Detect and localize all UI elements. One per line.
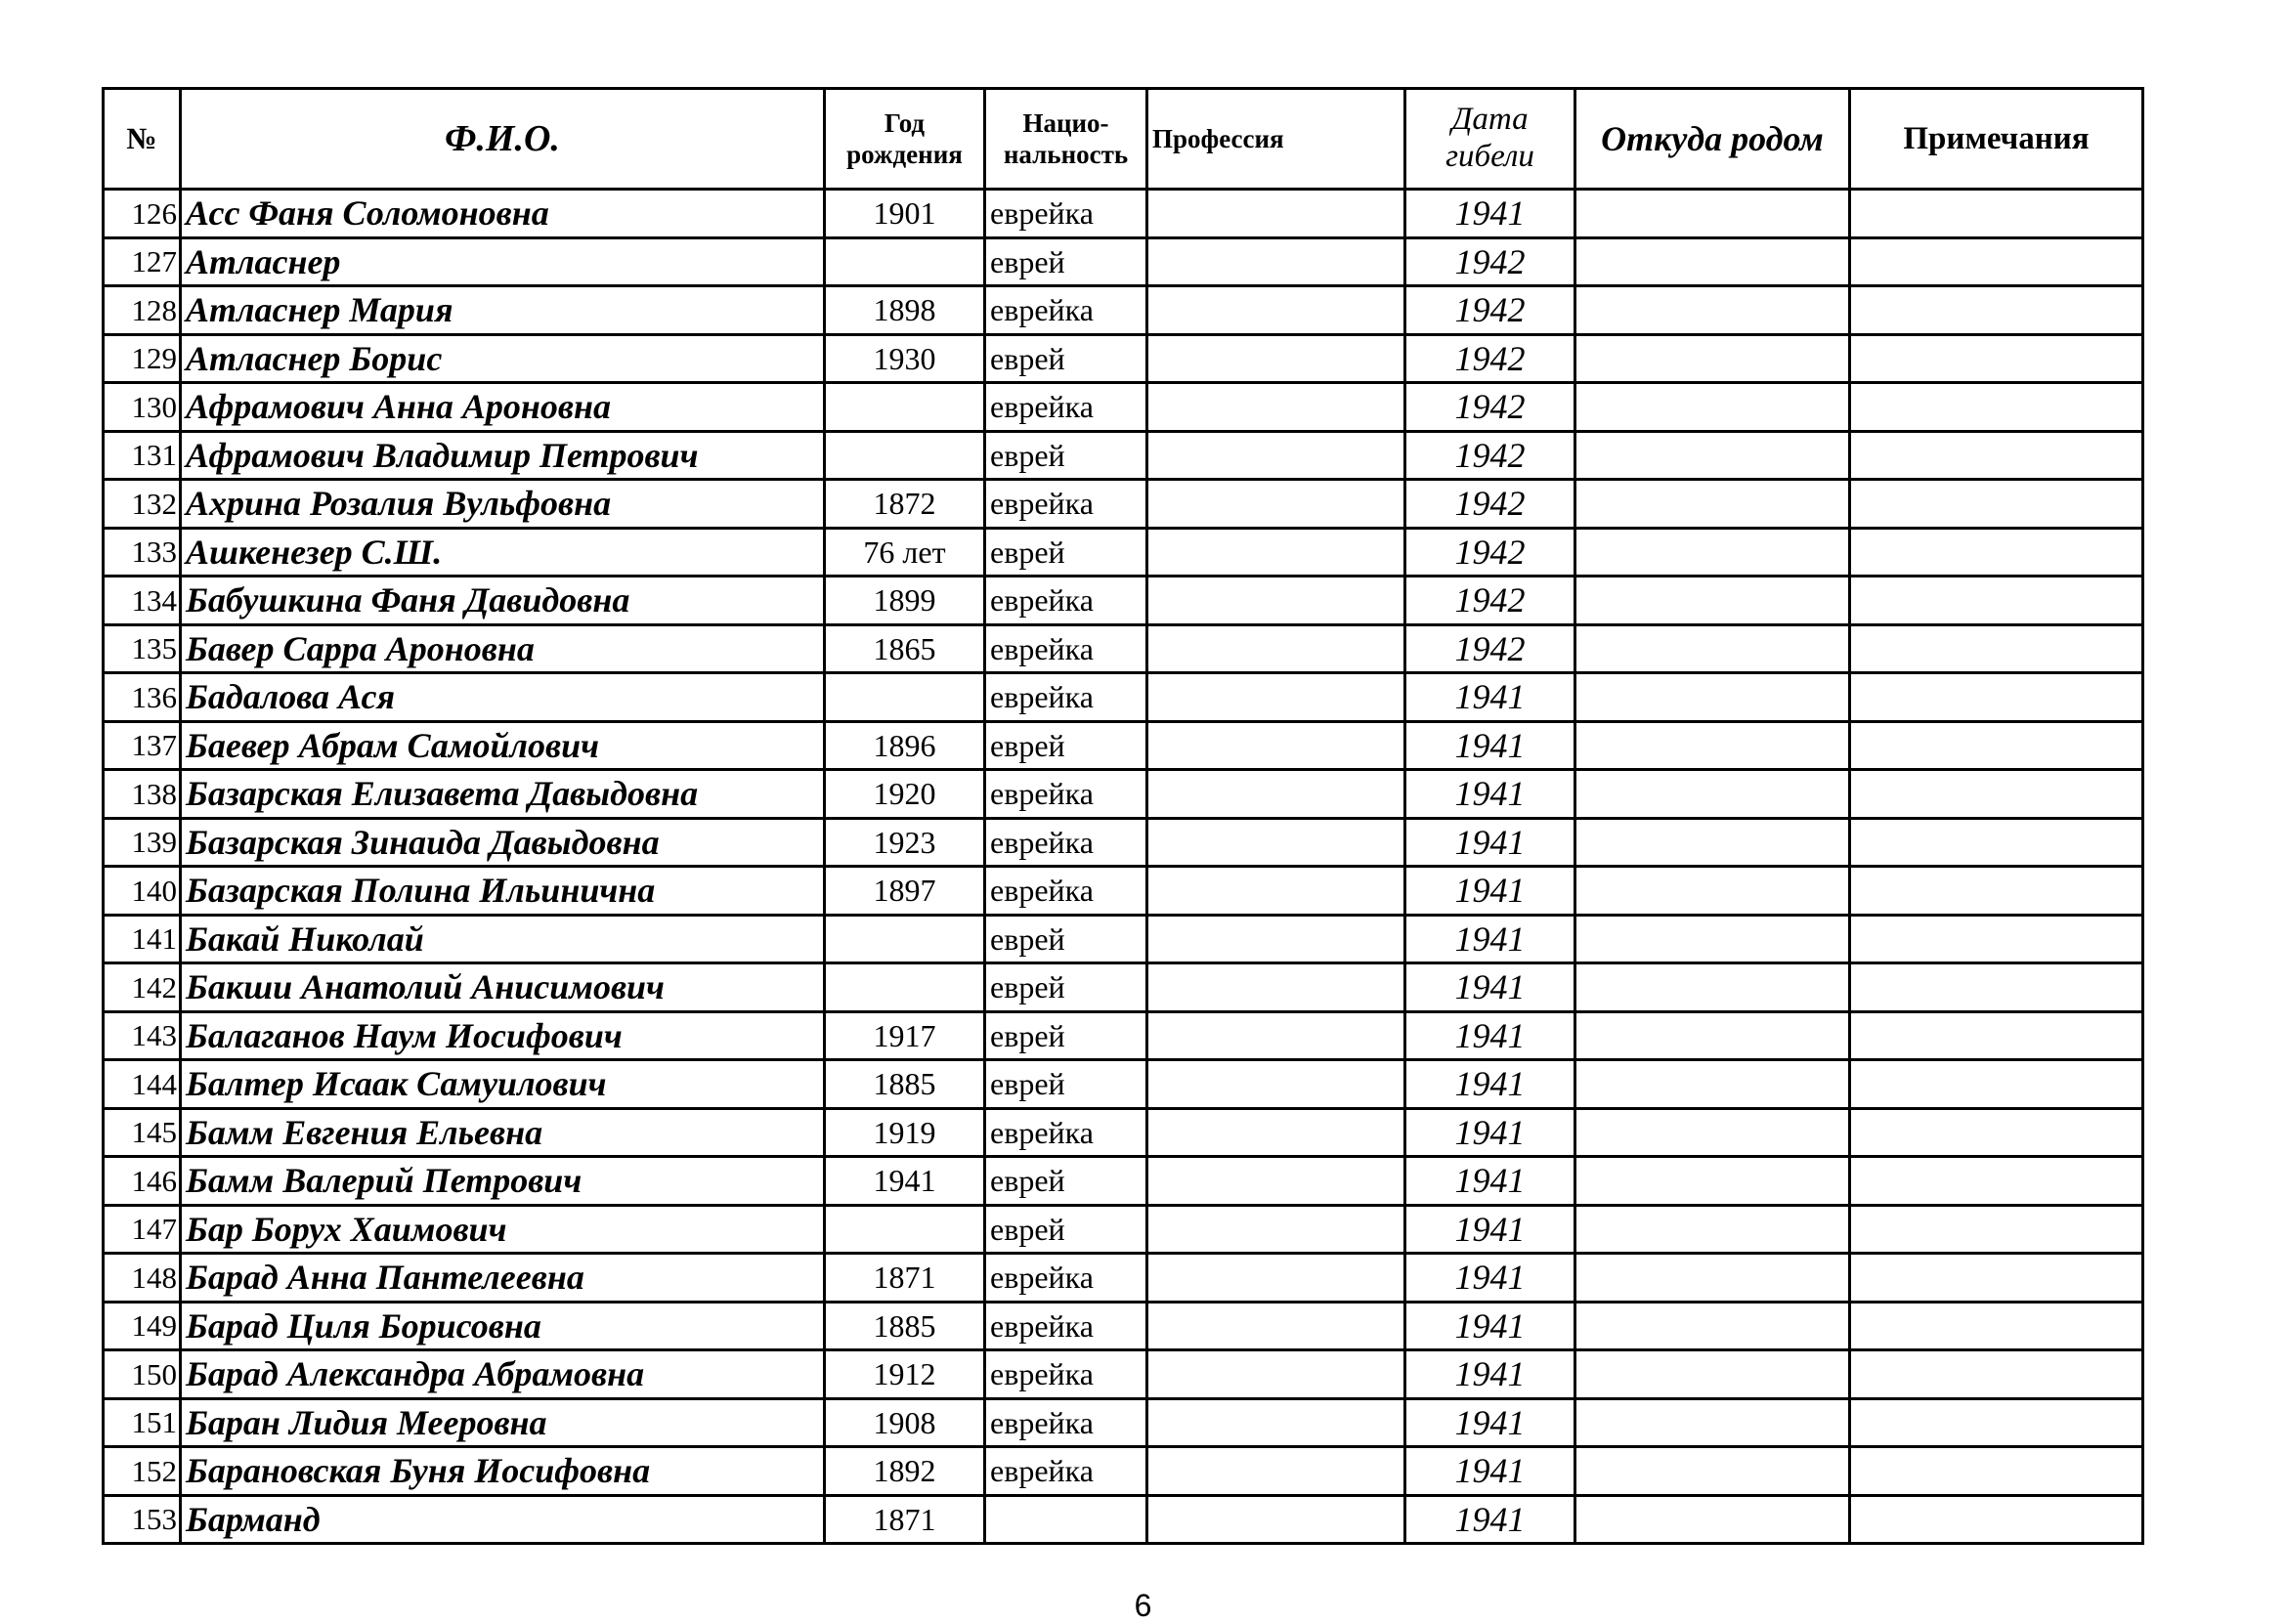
- cell-profession: [1147, 818, 1405, 867]
- cell-nationality: еврейка: [985, 1254, 1147, 1303]
- cell-nationality: еврей: [985, 1011, 1147, 1060]
- cell-full-name: Баран Лидия Мееровна: [181, 1398, 825, 1447]
- cell-nationality: еврей: [985, 1157, 1147, 1206]
- cell-origin: [1575, 286, 1850, 335]
- header-notes: Примечания: [1850, 89, 2143, 190]
- header-nationality: [985, 89, 1147, 190]
- cell-notes: [1850, 1060, 2143, 1109]
- table-row: [104, 528, 2143, 577]
- cell-birth-year: [825, 915, 985, 963]
- cell-origin: [1575, 1060, 1850, 1109]
- cell-full-name: Асс Фаня Соломоновна: [181, 190, 825, 238]
- cell-nationality: еврейка: [985, 383, 1147, 432]
- cell-profession: [1147, 1108, 1405, 1157]
- cell-profession: [1147, 1157, 1405, 1206]
- cell-death-date: 1941: [1405, 1254, 1575, 1303]
- cell-nationality: еврейка: [985, 1447, 1147, 1496]
- cell-origin: [1575, 237, 1850, 286]
- cell-number: 150: [104, 1350, 181, 1399]
- cell-notes: [1850, 334, 2143, 383]
- cell-death-date: 1941: [1405, 1205, 1575, 1254]
- cell-nationality: еврейка: [985, 673, 1147, 722]
- cell-origin: [1575, 1254, 1850, 1303]
- cell-notes: [1850, 721, 2143, 770]
- cell-notes: [1850, 1302, 2143, 1350]
- cell-nationality: еврейка: [985, 286, 1147, 335]
- header-nationality-line1: Нацио-: [1022, 107, 1109, 138]
- cell-origin: [1575, 1205, 1850, 1254]
- cell-death-date: 1941: [1405, 818, 1575, 867]
- cell-birth-year: 1897: [825, 867, 985, 916]
- table-row: [104, 1398, 2143, 1447]
- cell-birth-year: 1871: [825, 1254, 985, 1303]
- cell-full-name: Балаганов Наум Иосифович: [181, 1011, 825, 1060]
- table-row: [104, 721, 2143, 770]
- cell-origin: [1575, 1302, 1850, 1350]
- cell-birth-year: 1919: [825, 1108, 985, 1157]
- cell-profession: [1147, 577, 1405, 625]
- cell-birth-year: 1930: [825, 334, 985, 383]
- cell-full-name: Атласнер Мария: [181, 286, 825, 335]
- cell-origin: [1575, 624, 1850, 673]
- cell-death-date: 1941: [1405, 1398, 1575, 1447]
- cell-notes: [1850, 1495, 2143, 1544]
- cell-notes: [1850, 190, 2143, 238]
- cell-number: 138: [104, 770, 181, 819]
- cell-death-date: 1941: [1405, 963, 1575, 1012]
- cell-nationality: еврейка: [985, 624, 1147, 673]
- cell-birth-year: [825, 673, 985, 722]
- cell-birth-year: 1899: [825, 577, 985, 625]
- cell-death-date: 1941: [1405, 915, 1575, 963]
- cell-nationality: еврейка: [985, 1108, 1147, 1157]
- cell-profession: [1147, 721, 1405, 770]
- header-birth-year: [825, 89, 985, 190]
- cell-nationality: еврей: [985, 528, 1147, 577]
- table-row: [104, 577, 2143, 625]
- cell-profession: [1147, 963, 1405, 1012]
- cell-death-date: 1941: [1405, 1495, 1575, 1544]
- header-nationality-line2: нальность: [1003, 140, 1129, 169]
- cell-full-name: Барановская Буня Иосифовна: [181, 1447, 825, 1496]
- cell-profession: [1147, 1350, 1405, 1399]
- cell-number: 141: [104, 915, 181, 963]
- cell-number: 132: [104, 480, 181, 529]
- table-row: [104, 673, 2143, 722]
- cell-number: 135: [104, 624, 181, 673]
- cell-profession: [1147, 770, 1405, 819]
- cell-full-name: Атласнер Борис: [181, 334, 825, 383]
- cell-death-date: 1942: [1405, 383, 1575, 432]
- cell-number: 137: [104, 721, 181, 770]
- cell-origin: [1575, 1011, 1850, 1060]
- table-row: [104, 286, 2143, 335]
- cell-nationality: еврейка: [985, 577, 1147, 625]
- cell-death-date: 1941: [1405, 1302, 1575, 1350]
- table-row: [104, 237, 2143, 286]
- cell-notes: [1850, 528, 2143, 577]
- cell-number: 126: [104, 190, 181, 238]
- cell-full-name: Барманд: [181, 1495, 825, 1544]
- cell-death-date: 1941: [1405, 1108, 1575, 1157]
- cell-notes: [1850, 1254, 2143, 1303]
- cell-notes: [1850, 1011, 2143, 1060]
- cell-birth-year: 1892: [825, 1447, 985, 1496]
- cell-nationality: еврейка: [985, 1302, 1147, 1350]
- cell-death-date: 1942: [1405, 528, 1575, 577]
- cell-death-date: 1942: [1405, 334, 1575, 383]
- page-number: 6: [1134, 1588, 1152, 1623]
- cell-death-date: 1941: [1405, 1060, 1575, 1109]
- cell-death-date: 1941: [1405, 1157, 1575, 1206]
- table-row: [104, 1302, 2143, 1350]
- header-full-name: Ф.И.О.: [181, 89, 825, 190]
- cell-full-name: Балтер Исаак Самуилович: [181, 1060, 825, 1109]
- cell-full-name: Барад Александра Абрамовна: [181, 1350, 825, 1399]
- cell-origin: [1575, 528, 1850, 577]
- table-row: [104, 383, 2143, 432]
- cell-death-date: 1942: [1405, 577, 1575, 625]
- cell-origin: [1575, 867, 1850, 916]
- header-row: [104, 89, 2143, 190]
- cell-number: 143: [104, 1011, 181, 1060]
- cell-notes: [1850, 577, 2143, 625]
- cell-profession: [1147, 1302, 1405, 1350]
- cell-origin: [1575, 577, 1850, 625]
- cell-birth-year: 1885: [825, 1060, 985, 1109]
- cell-nationality: еврейка: [985, 867, 1147, 916]
- memorial-register-table: [102, 87, 2144, 1545]
- cell-death-date: 1941: [1405, 867, 1575, 916]
- header-number: №: [104, 89, 181, 190]
- cell-nationality: еврей: [985, 963, 1147, 1012]
- cell-origin: [1575, 1495, 1850, 1544]
- cell-death-date: 1941: [1405, 1447, 1575, 1496]
- cell-birth-year: 1885: [825, 1302, 985, 1350]
- cell-nationality: еврейка: [985, 770, 1147, 819]
- cell-origin: [1575, 334, 1850, 383]
- cell-number: 139: [104, 818, 181, 867]
- cell-number: 144: [104, 1060, 181, 1109]
- cell-nationality: еврейка: [985, 818, 1147, 867]
- cell-origin: [1575, 963, 1850, 1012]
- table-row: [104, 1060, 2143, 1109]
- cell-birth-year: 1912: [825, 1350, 985, 1399]
- cell-profession: [1147, 673, 1405, 722]
- cell-full-name: Ашкенезер С.Ш.: [181, 528, 825, 577]
- table-row: [104, 1011, 2143, 1060]
- cell-full-name: Базарская Полина Ильинична: [181, 867, 825, 916]
- cell-profession: [1147, 915, 1405, 963]
- cell-nationality: еврейка: [985, 1350, 1147, 1399]
- cell-profession: [1147, 431, 1405, 480]
- cell-number: 146: [104, 1157, 181, 1206]
- cell-birth-year: 1872: [825, 480, 985, 529]
- cell-notes: [1850, 480, 2143, 529]
- cell-profession: [1147, 190, 1405, 238]
- cell-nationality: еврей: [985, 334, 1147, 383]
- cell-notes: [1850, 383, 2143, 432]
- cell-notes: [1850, 818, 2143, 867]
- cell-nationality: еврей: [985, 1205, 1147, 1254]
- table-row: [104, 1254, 2143, 1303]
- cell-nationality: еврей: [985, 431, 1147, 480]
- cell-full-name: Барад Циля Борисовна: [181, 1302, 825, 1350]
- cell-profession: [1147, 1398, 1405, 1447]
- table-row: [104, 431, 2143, 480]
- cell-origin: [1575, 721, 1850, 770]
- cell-birth-year: [825, 383, 985, 432]
- cell-origin: [1575, 1398, 1850, 1447]
- cell-birth-year: 1941: [825, 1157, 985, 1206]
- cell-birth-year: 1865: [825, 624, 985, 673]
- cell-number: 151: [104, 1398, 181, 1447]
- cell-notes: [1850, 867, 2143, 916]
- cell-notes: [1850, 1205, 2143, 1254]
- cell-nationality: [985, 1495, 1147, 1544]
- cell-full-name: Бавер Сарра Ароновна: [181, 624, 825, 673]
- table-row: [104, 818, 2143, 867]
- cell-death-date: 1941: [1405, 1350, 1575, 1399]
- table-row: [104, 1495, 2143, 1544]
- cell-number: 148: [104, 1254, 181, 1303]
- cell-birth-year: [825, 963, 985, 1012]
- cell-birth-year: 1917: [825, 1011, 985, 1060]
- cell-number: 149: [104, 1302, 181, 1350]
- cell-full-name: Афрамович Владимир Петрович: [181, 431, 825, 480]
- cell-birth-year: 1896: [825, 721, 985, 770]
- cell-death-date: 1942: [1405, 431, 1575, 480]
- cell-birth-year: 76 лет: [825, 528, 985, 577]
- cell-profession: [1147, 334, 1405, 383]
- cell-profession: [1147, 480, 1405, 529]
- cell-full-name: Атласнер: [181, 237, 825, 286]
- cell-nationality: еврей: [985, 721, 1147, 770]
- cell-nationality: еврейка: [985, 190, 1147, 238]
- cell-origin: [1575, 770, 1850, 819]
- cell-profession: [1147, 1060, 1405, 1109]
- cell-profession: [1147, 1495, 1405, 1544]
- table-row: [104, 915, 2143, 963]
- cell-origin: [1575, 915, 1850, 963]
- cell-number: 134: [104, 577, 181, 625]
- cell-number: 128: [104, 286, 181, 335]
- cell-birth-year: 1871: [825, 1495, 985, 1544]
- cell-full-name: Афрамович Анна Ароновна: [181, 383, 825, 432]
- cell-death-date: 1941: [1405, 770, 1575, 819]
- cell-full-name: Базарская Елизавета Давыдовна: [181, 770, 825, 819]
- cell-number: 140: [104, 867, 181, 916]
- cell-death-date: 1942: [1405, 624, 1575, 673]
- cell-notes: [1850, 237, 2143, 286]
- cell-birth-year: [825, 237, 985, 286]
- header-birth-year-line2: рождения: [846, 140, 963, 169]
- cell-profession: [1147, 1205, 1405, 1254]
- cell-death-date: 1941: [1405, 673, 1575, 722]
- cell-origin: [1575, 673, 1850, 722]
- cell-full-name: Базарская Зинаида Давыдовна: [181, 818, 825, 867]
- cell-full-name: Бадалова Ася: [181, 673, 825, 722]
- cell-origin: [1575, 1108, 1850, 1157]
- table-row: [104, 1108, 2143, 1157]
- table-row: [104, 334, 2143, 383]
- cell-origin: [1575, 1447, 1850, 1496]
- table-row: [104, 624, 2143, 673]
- cell-number: 147: [104, 1205, 181, 1254]
- cell-death-date: 1941: [1405, 190, 1575, 238]
- register-sheet: [102, 87, 2141, 1545]
- cell-profession: [1147, 1011, 1405, 1060]
- cell-full-name: Бакши Анатолий Анисимович: [181, 963, 825, 1012]
- header-death-date-line2: гибели: [1445, 139, 1534, 174]
- cell-number: 131: [104, 431, 181, 480]
- table-row: [104, 1350, 2143, 1399]
- table-row: [104, 867, 2143, 916]
- cell-nationality: еврейка: [985, 1398, 1147, 1447]
- cell-notes: [1850, 286, 2143, 335]
- cell-full-name: Бамм Евгения Ельевна: [181, 1108, 825, 1157]
- cell-number: 153: [104, 1495, 181, 1544]
- header-death-date-line1: Дата: [1451, 102, 1529, 138]
- cell-birth-year: 1901: [825, 190, 985, 238]
- table-row: [104, 1157, 2143, 1206]
- cell-death-date: 1941: [1405, 1011, 1575, 1060]
- cell-full-name: Бамм Валерий Петрович: [181, 1157, 825, 1206]
- cell-birth-year: 1898: [825, 286, 985, 335]
- table-row: [104, 480, 2143, 529]
- cell-full-name: Ахрина Розалия Вульфовна: [181, 480, 825, 529]
- cell-profession: [1147, 624, 1405, 673]
- cell-origin: [1575, 818, 1850, 867]
- table-row: [104, 770, 2143, 819]
- cell-profession: [1147, 528, 1405, 577]
- header-origin: Откуда родом: [1575, 89, 1850, 190]
- cell-profession: [1147, 1447, 1405, 1496]
- cell-full-name: Барад Анна Пантелеевна: [181, 1254, 825, 1303]
- cell-profession: [1147, 1254, 1405, 1303]
- cell-birth-year: [825, 1205, 985, 1254]
- cell-origin: [1575, 1350, 1850, 1399]
- cell-number: 152: [104, 1447, 181, 1496]
- cell-origin: [1575, 431, 1850, 480]
- cell-number: 136: [104, 673, 181, 722]
- header-death-date: [1405, 89, 1575, 190]
- cell-origin: [1575, 190, 1850, 238]
- cell-death-date: 1942: [1405, 480, 1575, 529]
- cell-number: 130: [104, 383, 181, 432]
- cell-death-date: 1942: [1405, 286, 1575, 335]
- cell-full-name: Баевер Абрам Самойлович: [181, 721, 825, 770]
- header-birth-year-line1: Год: [884, 107, 926, 138]
- cell-notes: [1850, 624, 2143, 673]
- cell-full-name: Бакай Николай: [181, 915, 825, 963]
- cell-death-date: 1941: [1405, 721, 1575, 770]
- table-row: [104, 1205, 2143, 1254]
- cell-birth-year: 1920: [825, 770, 985, 819]
- cell-origin: [1575, 1157, 1850, 1206]
- cell-profession: [1147, 867, 1405, 916]
- table-row: [104, 190, 2143, 238]
- cell-notes: [1850, 1398, 2143, 1447]
- cell-full-name: Бабушкина Фаня Давидовна: [181, 577, 825, 625]
- table-row: [104, 1447, 2143, 1496]
- cell-number: 142: [104, 963, 181, 1012]
- cell-number: 127: [104, 237, 181, 286]
- cell-birth-year: 1923: [825, 818, 985, 867]
- cell-notes: [1850, 915, 2143, 963]
- cell-death-date: 1942: [1405, 237, 1575, 286]
- cell-number: 133: [104, 528, 181, 577]
- cell-profession: [1147, 237, 1405, 286]
- cell-profession: [1147, 383, 1405, 432]
- cell-notes: [1850, 1157, 2143, 1206]
- cell-notes: [1850, 1108, 2143, 1157]
- table-row: [104, 963, 2143, 1012]
- cell-notes: [1850, 1447, 2143, 1496]
- cell-profession: [1147, 286, 1405, 335]
- cell-notes: [1850, 1350, 2143, 1399]
- header-profession: Профессия: [1147, 89, 1405, 190]
- cell-notes: [1850, 431, 2143, 480]
- cell-nationality: еврейка: [985, 480, 1147, 529]
- cell-number: 129: [104, 334, 181, 383]
- cell-number: 145: [104, 1108, 181, 1157]
- cell-nationality: еврей: [985, 915, 1147, 963]
- table-body: [104, 190, 2143, 1544]
- cell-notes: [1850, 673, 2143, 722]
- cell-notes: [1850, 770, 2143, 819]
- cell-origin: [1575, 383, 1850, 432]
- cell-notes: [1850, 963, 2143, 1012]
- cell-nationality: еврей: [985, 1060, 1147, 1109]
- cell-birth-year: 1908: [825, 1398, 985, 1447]
- cell-nationality: еврей: [985, 237, 1147, 286]
- cell-birth-year: [825, 431, 985, 480]
- cell-full-name: Бар Борух Хаимович: [181, 1205, 825, 1254]
- cell-origin: [1575, 480, 1850, 529]
